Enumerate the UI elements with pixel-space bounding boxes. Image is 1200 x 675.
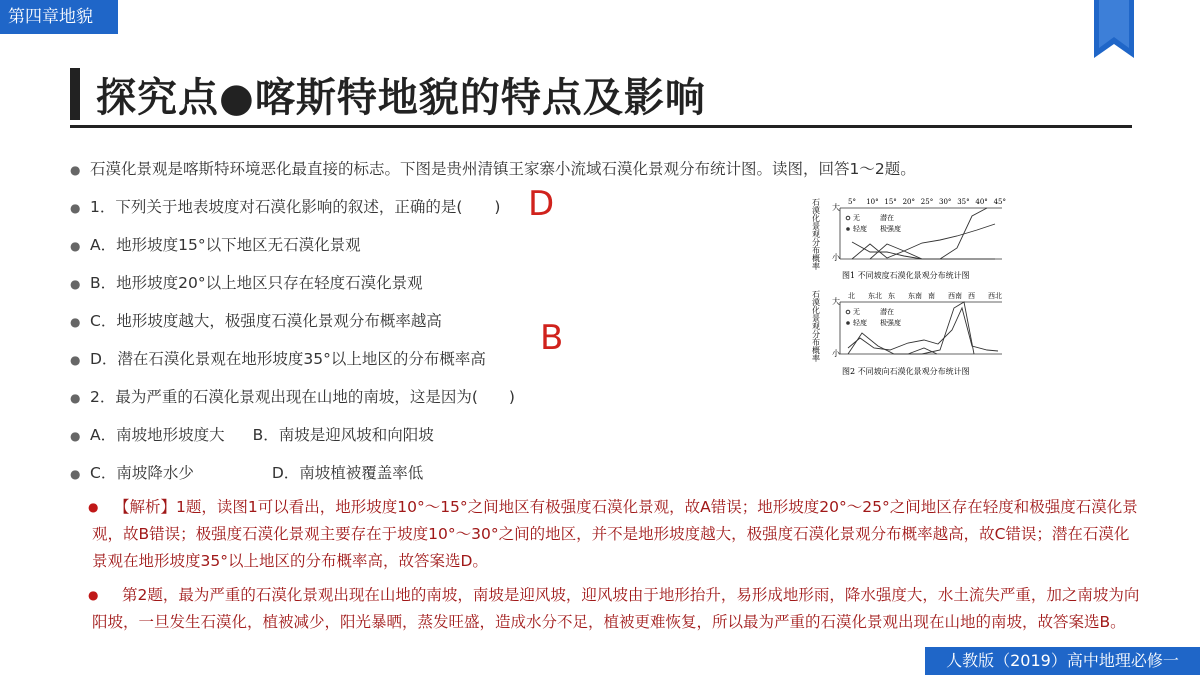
q1-option-a-label: A．地形坡度15°以下地区无石漠化景观 bbox=[90, 236, 361, 254]
analysis-p2-text: 第2题，最为严重的石漠化景观出现在山地的南坡，南坡是迎风坡，迎风坡由于地形抬升，易形成地形雨，降水强度大，水土流失严重，加之南坡为向阳坡，一旦发生石漠化，植被减少，阳光暴晒，蒸发旺盛，造成水分不足，植被更难恢复，所以最为严重的石漠化景观出现在山地的南坡，故答案选B。 bbox=[92, 586, 1140, 631]
fig1-tick-label: 20° bbox=[902, 198, 916, 206]
fig1-legend-none: 无 bbox=[853, 214, 860, 222]
fig1-legend-extreme: 极强度 bbox=[880, 225, 901, 233]
analysis-paragraph-1 bbox=[88, 494, 1142, 575]
bullet-icon: ● bbox=[70, 276, 81, 291]
bullet-icon: ● bbox=[88, 500, 99, 514]
q1-stem-text: 1．下列关于地表坡度对石漠化影响的叙述，正确的是( bbox=[90, 198, 463, 216]
fig2-tick-label: 东 bbox=[888, 292, 895, 300]
fig1-caption: 图1 不同坡度石漠化景观分布统计图 bbox=[842, 271, 970, 280]
fig2-high-label: 大 bbox=[832, 297, 840, 306]
fig2-legend-extreme: 极强度 bbox=[880, 319, 901, 327]
figure-1-chart bbox=[812, 196, 1012, 284]
bullet-icon: ● bbox=[70, 390, 81, 405]
q2-stem-text: 2．最为严重的石漠化景观出现在山地的南坡，这是因为( ) bbox=[90, 388, 515, 406]
fig1-high-label: 大 bbox=[832, 203, 840, 212]
fig2-tick-label: 南 bbox=[928, 292, 935, 300]
q1-option-d bbox=[70, 347, 486, 369]
bullet-icon: ● bbox=[70, 200, 81, 215]
page-title: 探究点●喀斯特地貌的特点及影响 bbox=[96, 75, 706, 121]
q2-stem bbox=[70, 385, 515, 407]
fig1-tick-label: 15° bbox=[884, 198, 897, 206]
fig1-tick-label: 45° bbox=[993, 198, 1007, 206]
intro-label: 石漠化景观是喀斯特环境恶化最直接的标志。下图是贵州清镇王家寨小流域石漠化景观分布统计图。读图，回答1～2题。 bbox=[90, 160, 916, 178]
q2-option-c-label: C．南坡降水少 bbox=[90, 464, 194, 482]
fig1-tick-label: 10° bbox=[866, 198, 879, 206]
bullet-icon: ● bbox=[70, 238, 81, 253]
fig2-legend-mild: 轻度 bbox=[853, 319, 867, 327]
bullet-icon: ● bbox=[70, 162, 81, 177]
fig2-tick-label: 北 bbox=[848, 292, 855, 300]
fig2-caption: 图2 不同坡向石漠化景观分布统计图 bbox=[842, 367, 970, 376]
q2-options-ab bbox=[70, 423, 434, 445]
bullet-icon: ● bbox=[70, 314, 81, 329]
fig2-ylabel: 石漠化景观分布概率 bbox=[812, 290, 821, 362]
q1-option-d-label: D．潜在石漠化景观在地形坡度35°以上地区的分布概率高 bbox=[90, 350, 486, 368]
footer-badge: 人教版（2019）高中地理必修一 bbox=[925, 647, 1200, 675]
figure-2 bbox=[812, 288, 1012, 384]
analysis-p1-text: 【解析】1题，读图1可以看出，地形坡度10°～15°之间地区有极强度石漠化景观，故A错误；地形坡度20°～25°之间地区存在轻度和极强度石漠化景观，故B错误；极强度石漠化景观主要存在于坡度10°～30°之间的地区，并不是地形坡度越大，极强度石漠化景观分布概率越高，故C错误；潜在石漠化景观在地形坡度35°以上地区的分布概率高，故答案选D。 bbox=[92, 498, 1138, 570]
fig1-tick-label: 40° bbox=[975, 198, 988, 206]
fig2-tick-label: 西 bbox=[968, 292, 975, 300]
figure-2-chart bbox=[812, 288, 1012, 380]
title-divider bbox=[70, 125, 1132, 128]
fig1-tick-label: 30° bbox=[939, 198, 952, 206]
bullet-icon: ● bbox=[70, 466, 81, 481]
bookmark-icon bbox=[1094, 0, 1134, 60]
q1-option-c bbox=[70, 309, 442, 331]
q2-option-d-label: D．南坡植被覆盖率低 bbox=[271, 464, 424, 482]
fig2-legend-potential: 潜在 bbox=[880, 308, 894, 316]
figure-1 bbox=[812, 196, 1012, 288]
bullet-icon: ● bbox=[70, 428, 81, 443]
fig1-tick-label: 25° bbox=[920, 198, 934, 206]
q2-options-cd bbox=[70, 461, 423, 483]
fig1-tick-label: 35° bbox=[957, 198, 970, 206]
fig2-tick-label: 西北 bbox=[988, 292, 1002, 300]
intro-text bbox=[70, 157, 916, 179]
fig1-ylabel: 石漠化景观分布概率 bbox=[812, 198, 821, 270]
q2-option-b-label: B．南坡是迎风坡和向阳坡 bbox=[252, 426, 434, 444]
fig2-tick-label: 东北 bbox=[868, 292, 882, 300]
fig2-legend-none: 无 bbox=[853, 308, 860, 316]
fig2-low-label: 小 bbox=[832, 349, 840, 358]
q2-answer-mark: B bbox=[540, 318, 564, 358]
fig1-legend-mild: 轻度 bbox=[853, 225, 867, 233]
fig2-tick-label: 西南 bbox=[948, 292, 962, 300]
q2-option-a-label: A．南坡地形坡度大 bbox=[90, 426, 225, 444]
analysis-paragraph-2 bbox=[88, 582, 1142, 636]
q1-option-c-label: C．地形坡度越大，极强度石漠化景观分布概率越高 bbox=[90, 312, 442, 330]
q1-option-a bbox=[70, 233, 361, 255]
q1-answer-mark: D bbox=[528, 184, 555, 224]
bullet-icon: ● bbox=[88, 588, 99, 602]
q1-option-b-label: B．地形坡度20°以上地区只存在轻度石漠化景观 bbox=[90, 274, 423, 292]
fig1-legend-potential: 潜在 bbox=[880, 214, 894, 222]
fig1-low-label: 小 bbox=[832, 253, 840, 262]
fig2-tick-label: 东南 bbox=[908, 292, 922, 300]
q1-stem bbox=[70, 195, 500, 217]
bullet-icon: ● bbox=[70, 352, 81, 367]
q1-option-b bbox=[70, 271, 423, 293]
chapter-tag: 第四章地貌 bbox=[0, 0, 118, 34]
q1-stem-close: ) bbox=[494, 198, 501, 216]
fig1-tick-label: 5° bbox=[848, 198, 856, 206]
title-accent-bar bbox=[70, 68, 80, 120]
